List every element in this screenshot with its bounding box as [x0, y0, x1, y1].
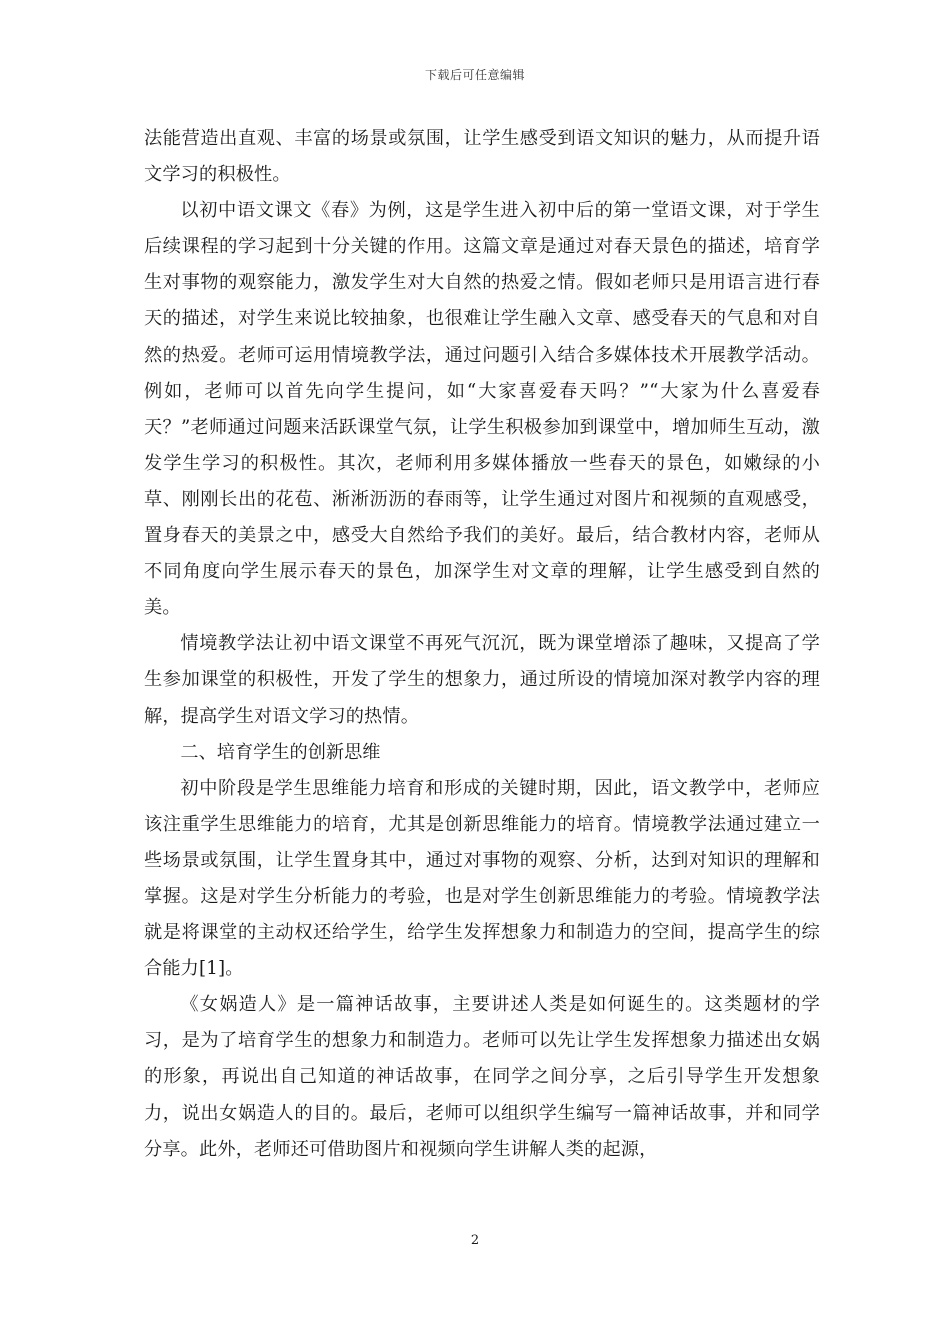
- paragraph-summary: 情境教学法让初中语文课堂不再死气沉沉，既为课堂增添了趣味，又提高了学生参加课堂的积极性，开发了学生的想象力，通过所设的情境加深对教学内容的理解，提高学生对语文学习的热情。: [144, 633, 820, 727]
- section-heading: 二、培育学生的创新思维: [180, 741, 381, 763]
- paragraph-spring-lesson: 以初中语文课文《春》为例，这是学生进入初中后的第一堂语文课，对于学生后续课程的学习起到十分关键的作用。这篇文章是通过对春天景色的描述，培育学生对事物的观察能力，激发学生对大自然的热爱之情。假如老师只是用语言进行春天的描述，对学生来说比较抽象，也很难让学生融入文章、感受春天的气息和对自然的热爱。老师可运用情境教学法，通过问题引入结合多媒体技术开展教学活动。例如，老师可以首先向学生提问，如“大家喜爱春天吗？”“大家为什么喜爱春天？”老师通过问题来活跃课堂气氛，让学生积极参加到课堂中，增加师生互动，激发学生学习的积极性。其次，老师利用多媒体播放一些春天的景色，如嫩绿的小草、刚刚长出的花苞、淅淅沥沥的春雨等，让学生通过对图片和视频的直观感受，置身春天的美景之中，感受大自然给予我们的美好。最后，结合教材内容，老师从不同角度向学生展示春天的景色，加深学生对文章的理解，让学生感受到自然的美。: [144, 200, 820, 619]
- document-body: [144, 121, 820, 1168]
- paragraph-creative-thinking: 初中阶段是学生思维能力培育和形成的关键时期，因此，语文教学中，老师应该注重学生思维能力的培育，尤其是创新思维能力的培育。情境教学法通过建立一些场景或氛围，让学生置身其中，通过对事物的观察、分析，达到对知识的理解和掌握。这是对学生分析能力的考验，也是对学生创新思维能力的考验。情境教学法就是将课堂的主动权还给学生，给学生发挥想象力和制造力的空间，提高学生的综合能力[1]。: [144, 777, 820, 980]
- page-number: 2: [470, 1233, 480, 1248]
- page-header: 下载后可任意编辑: [424, 68, 525, 82]
- paragraph-nuwa-lesson: 《女娲造人》是一篇神话故事，主要讲述人类是如何诞生的。这类题材的学习，是为了培育学生的想象力和制造力。老师可以先让学生发挥想象力描述出女娲的形象，再说出自己知道的神话故事，在同学之间分享，之后引导学生开发想象力，说出女娲造人的目的。最后，老师可以组织学生编写一篇神话故事，并和同学分享。此外，老师还可借助图片和视频向学生讲解人类的起源，: [144, 994, 820, 1160]
- paragraph-continuation: 法能营造出直观、丰富的场景或氛围，让学生感受到语文知识的魅力，从而提升语文学习的积极性。: [144, 128, 820, 186]
